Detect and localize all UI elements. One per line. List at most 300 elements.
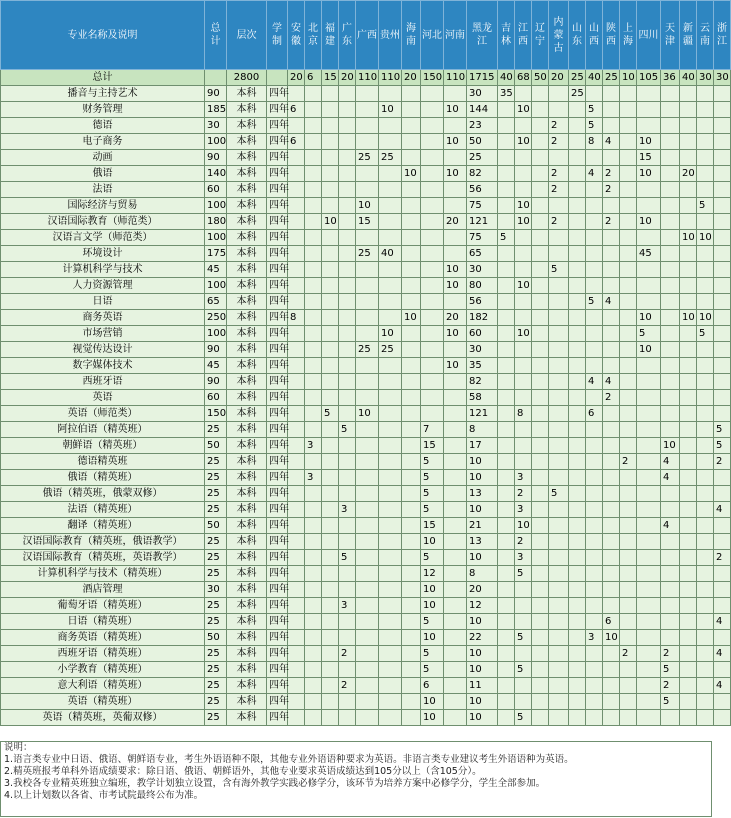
quota-cell <box>569 614 586 630</box>
quota-cell <box>356 566 379 582</box>
quota-cell <box>569 294 586 310</box>
quota-cell <box>637 198 661 214</box>
quota-cell: 2 <box>339 678 356 694</box>
quota-cell <box>637 582 661 598</box>
quota-cell <box>532 342 549 358</box>
quota-cell <box>305 550 322 566</box>
quota-cell <box>637 374 661 390</box>
quota-cell <box>288 582 305 598</box>
major-level: 本科 <box>227 598 267 614</box>
quota-cell <box>402 278 421 294</box>
quota-cell: 10 <box>444 278 467 294</box>
quota-cell <box>697 438 714 454</box>
table-row <box>1 390 731 406</box>
quota-cell <box>288 614 305 630</box>
quota-cell <box>661 710 680 726</box>
quota-cell <box>402 630 421 646</box>
quota-cell <box>444 534 467 550</box>
quota-cell <box>402 294 421 310</box>
quota-cell <box>549 342 569 358</box>
table-row <box>1 310 731 326</box>
quota-cell <box>402 262 421 278</box>
quota-cell <box>305 486 322 502</box>
quota-cell <box>339 118 356 134</box>
major-name: 法语 <box>1 182 205 198</box>
quota-cell <box>288 262 305 278</box>
quota-cell <box>569 406 586 422</box>
quota-cell <box>515 230 532 246</box>
major-name: 西班牙语（精英班） <box>1 646 205 662</box>
major-name: 德语 <box>1 118 205 134</box>
quota-cell <box>620 630 637 646</box>
quota-cell <box>288 390 305 406</box>
quota-cell: 10 <box>603 630 620 646</box>
quota-cell <box>339 278 356 294</box>
quota-cell <box>586 246 603 262</box>
quota-cell <box>549 406 569 422</box>
quota-cell <box>305 710 322 726</box>
quota-cell <box>569 630 586 646</box>
quota-cell <box>379 134 402 150</box>
quota-cell <box>402 214 421 230</box>
table-row <box>1 198 731 214</box>
quota-cell <box>322 486 339 502</box>
quota-cell <box>661 102 680 118</box>
quota-cell <box>498 454 515 470</box>
major-name: 西班牙语 <box>1 374 205 390</box>
quota-cell: 10 <box>680 230 697 246</box>
quota-cell <box>586 566 603 582</box>
quota-cell <box>549 438 569 454</box>
quota-cell <box>569 470 586 486</box>
quota-cell <box>637 262 661 278</box>
quota-cell <box>586 230 603 246</box>
quota-cell <box>288 518 305 534</box>
quota-cell: 5 <box>661 694 680 710</box>
quota-cell <box>586 534 603 550</box>
quota-cell <box>421 86 444 102</box>
quota-cell: 3 <box>515 550 532 566</box>
quota-cell <box>569 150 586 166</box>
quota-cell <box>603 342 620 358</box>
quota-cell <box>515 182 532 198</box>
quota-cell <box>620 694 637 710</box>
note-item-4: 4.以上计划数以各省、市考试院最终公布为准。 <box>4 790 204 801</box>
major-total: 45 <box>205 358 227 374</box>
major-total: 100 <box>205 134 227 150</box>
quota-cell: 5 <box>339 550 356 566</box>
quota-cell <box>697 678 714 694</box>
note-item-1: 1.语言类专业中日语、俄语、朝鲜语专业，考生外语语种不限，其他专业外语语种要求为英语。非语言类专业建议考生外语语种为英语。 <box>4 754 574 765</box>
major-duration: 四年 <box>267 422 288 438</box>
quota-cell <box>515 294 532 310</box>
table-row <box>1 422 731 438</box>
quota-cell: 10 <box>637 342 661 358</box>
major-total: 25 <box>205 486 227 502</box>
quota-cell <box>586 550 603 566</box>
quota-cell <box>498 342 515 358</box>
quota-cell: 10 <box>444 326 467 342</box>
quota-cell <box>714 150 731 166</box>
quota-cell <box>620 582 637 598</box>
quota-cell <box>586 342 603 358</box>
quota-cell <box>549 534 569 550</box>
quota-cell <box>697 166 714 182</box>
major-level: 本科 <box>227 182 267 198</box>
major-duration: 四年 <box>267 502 288 518</box>
header-province: 内蒙古 <box>549 1 569 70</box>
quota-cell <box>379 678 402 694</box>
quota-cell <box>637 518 661 534</box>
quota-cell <box>532 326 549 342</box>
quota-cell <box>305 598 322 614</box>
quota-cell <box>444 86 467 102</box>
quota-cell <box>661 150 680 166</box>
quota-cell <box>305 422 322 438</box>
quota-cell <box>322 422 339 438</box>
quota-cell <box>515 374 532 390</box>
quota-cell <box>339 438 356 454</box>
quota-cell: 15 <box>637 150 661 166</box>
quota-cell <box>569 198 586 214</box>
quota-cell <box>620 246 637 262</box>
quota-cell <box>569 550 586 566</box>
major-total: 25 <box>205 454 227 470</box>
quota-cell <box>637 486 661 502</box>
quota-cell <box>339 566 356 582</box>
quota-cell <box>569 262 586 278</box>
table-row <box>1 582 731 598</box>
quota-cell <box>305 150 322 166</box>
major-duration: 四年 <box>267 230 288 246</box>
quota-cell <box>714 694 731 710</box>
quota-cell <box>305 86 322 102</box>
quota-cell <box>322 646 339 662</box>
quota-cell <box>356 678 379 694</box>
quota-cell <box>305 294 322 310</box>
quota-cell <box>637 630 661 646</box>
header-province: 陕西 <box>603 1 620 70</box>
quota-cell <box>603 326 620 342</box>
quota-cell <box>680 550 697 566</box>
quota-cell <box>586 710 603 726</box>
major-duration: 四年 <box>267 694 288 710</box>
quota-cell <box>532 582 549 598</box>
quota-cell <box>532 166 549 182</box>
major-level: 本科 <box>227 518 267 534</box>
major-duration: 四年 <box>267 310 288 326</box>
quota-cell <box>637 710 661 726</box>
major-duration: 四年 <box>267 662 288 678</box>
major-duration: 四年 <box>267 262 288 278</box>
quota-cell <box>620 118 637 134</box>
total-row-value: 20 <box>402 70 421 86</box>
quota-cell <box>515 342 532 358</box>
table-row <box>1 518 731 534</box>
quota-cell <box>620 262 637 278</box>
quota-cell: 5 <box>339 422 356 438</box>
quota-cell <box>549 470 569 486</box>
total-row-value: 110 <box>356 70 379 86</box>
quota-cell <box>322 358 339 374</box>
quota-cell <box>379 390 402 406</box>
quota-cell: 5 <box>637 326 661 342</box>
quota-cell <box>379 454 402 470</box>
quota-cell <box>603 262 620 278</box>
quota-cell <box>339 534 356 550</box>
quota-cell <box>379 582 402 598</box>
quota-cell <box>680 566 697 582</box>
quota-cell <box>637 390 661 406</box>
quota-cell <box>620 358 637 374</box>
quota-cell <box>515 614 532 630</box>
quota-cell <box>421 150 444 166</box>
quota-cell <box>714 310 731 326</box>
quota-cell <box>549 694 569 710</box>
quota-cell <box>498 358 515 374</box>
quota-cell <box>305 534 322 550</box>
table-row <box>1 502 731 518</box>
quota-cell: 10 <box>515 326 532 342</box>
quota-cell <box>356 262 379 278</box>
quota-cell: 2 <box>620 646 637 662</box>
quota-cell <box>620 102 637 118</box>
quota-cell <box>379 662 402 678</box>
quota-cell <box>379 118 402 134</box>
header-province: 黑龙江 <box>467 1 498 70</box>
quota-cell <box>444 662 467 678</box>
quota-cell <box>569 230 586 246</box>
header-province: 北京 <box>305 1 322 70</box>
total-row-value: 30 <box>697 70 714 86</box>
quota-cell: 2 <box>603 390 620 406</box>
quota-cell <box>697 214 714 230</box>
quota-cell <box>402 374 421 390</box>
quota-cell <box>586 422 603 438</box>
table-row <box>1 326 731 342</box>
quota-cell <box>339 358 356 374</box>
quota-cell <box>603 278 620 294</box>
quota-cell <box>322 470 339 486</box>
quota-cell: 121 <box>467 406 498 422</box>
quota-cell <box>697 86 714 102</box>
quota-cell <box>402 390 421 406</box>
header-province: 贵州 <box>379 1 402 70</box>
quota-cell: 12 <box>421 566 444 582</box>
quota-cell <box>532 470 549 486</box>
table-row <box>1 470 731 486</box>
major-name: 俄语（精英班） <box>1 470 205 486</box>
total-row <box>1 70 731 86</box>
quota-cell <box>714 566 731 582</box>
quota-cell: 10 <box>515 214 532 230</box>
major-total: 30 <box>205 118 227 134</box>
major-name: 数字媒体技术 <box>1 358 205 374</box>
quota-cell: 6 <box>586 406 603 422</box>
quota-cell <box>549 454 569 470</box>
major-name: 英语（精英班） <box>1 694 205 710</box>
quota-cell <box>305 518 322 534</box>
quota-cell <box>714 246 731 262</box>
header-province: 海南 <box>402 1 421 70</box>
table-row <box>1 406 731 422</box>
quota-cell <box>288 214 305 230</box>
quota-cell <box>305 566 322 582</box>
quota-cell: 2 <box>549 166 569 182</box>
total-row-value: 20 <box>288 70 305 86</box>
total-row-blank <box>205 70 227 86</box>
quota-cell <box>680 102 697 118</box>
quota-cell <box>532 598 549 614</box>
quota-cell <box>288 694 305 710</box>
quota-cell <box>680 406 697 422</box>
total-row-value: 25 <box>603 70 620 86</box>
quota-cell <box>515 358 532 374</box>
quota-cell <box>569 582 586 598</box>
quota-cell: 25 <box>379 150 402 166</box>
quota-cell <box>379 182 402 198</box>
quota-cell <box>620 166 637 182</box>
quota-cell <box>339 342 356 358</box>
quota-cell <box>379 630 402 646</box>
quota-cell <box>532 438 549 454</box>
quota-cell <box>356 182 379 198</box>
quota-cell <box>305 502 322 518</box>
quota-cell: 60 <box>467 326 498 342</box>
quota-cell <box>402 438 421 454</box>
quota-cell <box>421 214 444 230</box>
quota-cell <box>697 662 714 678</box>
quota-cell: 50 <box>467 134 498 150</box>
quota-cell: 4 <box>661 454 680 470</box>
quota-cell <box>532 246 549 262</box>
major-level: 本科 <box>227 678 267 694</box>
major-level: 本科 <box>227 550 267 566</box>
quota-cell <box>515 646 532 662</box>
quota-cell <box>586 310 603 326</box>
major-level: 本科 <box>227 374 267 390</box>
quota-cell: 10 <box>467 646 498 662</box>
quota-cell <box>549 598 569 614</box>
quota-cell <box>356 598 379 614</box>
quota-cell <box>620 390 637 406</box>
quota-cell <box>714 598 731 614</box>
quota-cell <box>288 406 305 422</box>
major-total: 100 <box>205 198 227 214</box>
quota-cell <box>714 342 731 358</box>
total-row-value: 20 <box>339 70 356 86</box>
quota-cell: 10 <box>444 102 467 118</box>
quota-cell <box>356 438 379 454</box>
quota-cell <box>421 102 444 118</box>
quota-cell <box>620 230 637 246</box>
quota-cell <box>603 406 620 422</box>
major-name: 汉语国际教育（精英班，俄语教学） <box>1 534 205 550</box>
quota-cell <box>305 694 322 710</box>
quota-cell: 10 <box>356 406 379 422</box>
quota-cell <box>586 454 603 470</box>
major-level: 本科 <box>227 694 267 710</box>
quota-cell <box>356 422 379 438</box>
quota-cell <box>549 150 569 166</box>
major-level: 本科 <box>227 358 267 374</box>
quota-cell <box>379 310 402 326</box>
quota-cell <box>680 598 697 614</box>
major-duration: 四年 <box>267 118 288 134</box>
quota-cell <box>680 278 697 294</box>
table-row <box>1 102 731 118</box>
table-row <box>1 358 731 374</box>
quota-cell <box>532 630 549 646</box>
quota-cell <box>356 166 379 182</box>
quota-cell <box>549 86 569 102</box>
quota-cell <box>421 134 444 150</box>
major-name: 朝鲜语（精英班） <box>1 438 205 454</box>
quota-cell: 11 <box>467 678 498 694</box>
major-total: 185 <box>205 102 227 118</box>
quota-cell: 3 <box>586 630 603 646</box>
quota-cell <box>515 390 532 406</box>
quota-cell <box>697 406 714 422</box>
quota-cell <box>444 646 467 662</box>
quota-cell <box>532 294 549 310</box>
quota-cell <box>569 214 586 230</box>
quota-cell <box>402 342 421 358</box>
quota-cell <box>305 342 322 358</box>
quota-cell: 10 <box>379 102 402 118</box>
quota-cell: 25 <box>356 246 379 262</box>
quota-cell <box>661 502 680 518</box>
major-name: 翻译（精英班） <box>1 518 205 534</box>
quota-cell <box>620 214 637 230</box>
major-name: 葡萄牙语（精英班） <box>1 598 205 614</box>
quota-cell <box>532 198 549 214</box>
quota-cell <box>288 86 305 102</box>
quota-cell <box>322 694 339 710</box>
quota-cell: 2 <box>714 550 731 566</box>
quota-cell: 8 <box>467 566 498 582</box>
quota-cell <box>697 358 714 374</box>
quota-cell: 25 <box>379 342 402 358</box>
quota-cell <box>532 86 549 102</box>
quota-cell <box>402 134 421 150</box>
major-level: 本科 <box>227 710 267 726</box>
quota-cell <box>421 166 444 182</box>
quota-cell: 82 <box>467 166 498 182</box>
quota-cell <box>620 534 637 550</box>
quota-cell <box>603 502 620 518</box>
quota-cell: 6 <box>288 102 305 118</box>
quota-cell <box>305 278 322 294</box>
quota-cell <box>569 518 586 534</box>
quota-cell <box>661 390 680 406</box>
quota-cell <box>356 310 379 326</box>
quota-cell <box>637 550 661 566</box>
quota-cell: 5 <box>421 470 444 486</box>
quota-cell <box>339 518 356 534</box>
table-body <box>1 70 731 726</box>
quota-cell <box>356 502 379 518</box>
quota-cell <box>714 406 731 422</box>
quota-cell <box>322 310 339 326</box>
table-row <box>1 678 731 694</box>
quota-cell <box>680 326 697 342</box>
table-row <box>1 246 731 262</box>
quota-cell <box>680 534 697 550</box>
quota-cell <box>697 470 714 486</box>
quota-cell <box>379 278 402 294</box>
header-province: 上海 <box>620 1 637 70</box>
